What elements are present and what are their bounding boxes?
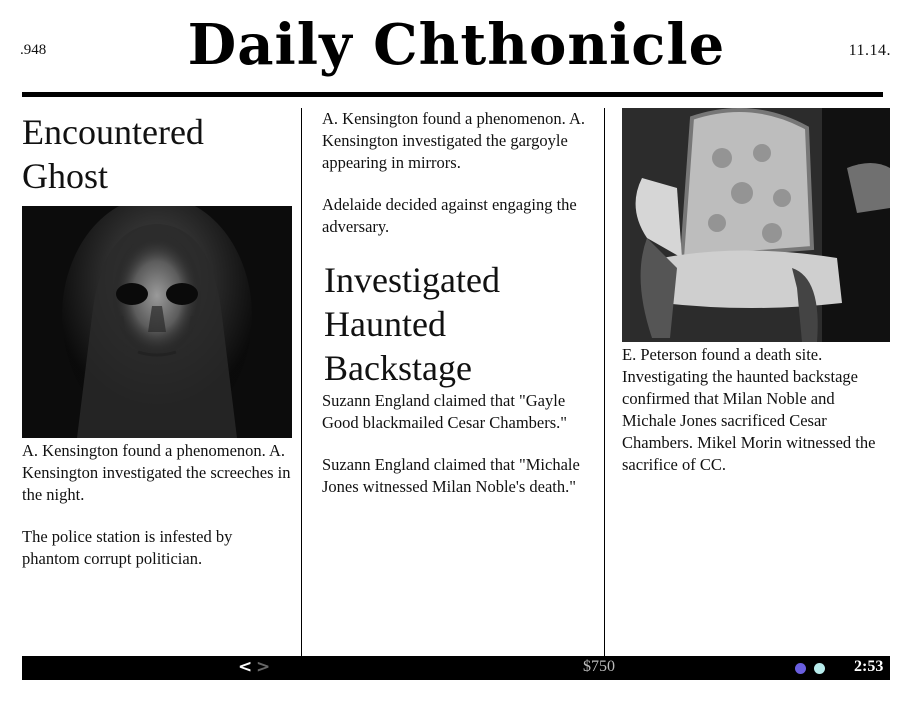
armchair-image [622,108,890,342]
headline-line: Investigated [324,260,500,300]
column-divider [604,108,605,656]
column-2 [322,108,587,518]
edition-number: .948 [20,42,47,58]
newspaper-title: Daily Chthonicle [187,12,726,78]
previous-page-button[interactable]: < [238,657,253,677]
article-paragraph: A. Kensington found a phenomenon. A. Kensington investigated the gargoyle appearing in mirrors. [322,109,586,172]
victorian-armchair-photo [622,108,890,342]
article-paragraph: Suzann England claimed that "Michale Jones witnessed Milan Noble's death." [322,455,580,496]
column-1 [22,108,294,590]
bottom-status-bar [22,656,890,680]
ghost-face-photo [22,206,292,438]
article-paragraph: E. Peterson found a death site. Investigating the haunted backstage confirmed that Milan Noble and Michale Jones sacrificed Cesar Chambers. Mikel Morin witnessed the sacrifice of CC. [622,345,876,474]
article-paragraph: Suzann England claimed that "Gayle Good blackmailed Cesar Chambers." [322,391,568,432]
masthead-rule [22,92,883,97]
column-3 [622,108,892,496]
article-paragraph: The police station is infested by phantom corrupt politician. [22,527,233,568]
headline-encountered-ghost [22,110,294,198]
headline-investigated-haunted-backstage [324,258,587,390]
headline-line: Haunted [324,304,446,344]
next-page-button[interactable]: > [256,657,271,677]
article-paragraph: Adelaide decided against engaging the adversary. [322,195,577,236]
article-paragraph: A. Kensington found a phenomenon. A. Kensington investigated the screeches in the night. [22,441,291,504]
indicator-dot-icon [795,663,806,674]
headline-line: Encountered [22,112,204,152]
money-counter: $750 [583,658,615,675]
column-divider [301,108,302,656]
ghost-face-image [22,206,292,438]
headline-line: Backstage [324,348,472,388]
headline-line: Ghost [22,156,109,196]
time-remaining: 2:53 [854,658,884,675]
indicator-dot-icon [814,663,825,674]
issue-date: 11.14. [848,42,891,59]
